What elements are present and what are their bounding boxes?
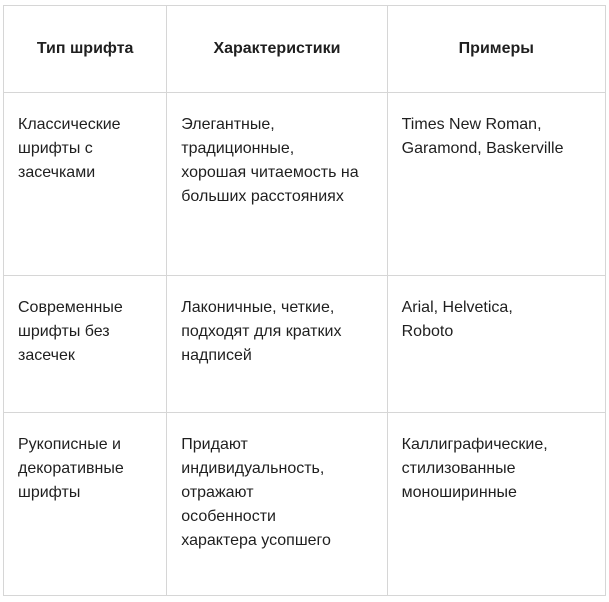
header-row bbox=[4, 6, 606, 93]
cell-font-type-text: Современные шрифты без засечек bbox=[18, 299, 123, 364]
cell-characteristics-text: Лаконичные, четкие, подходят для кратких надписей bbox=[181, 299, 342, 364]
header-characteristics: Характеристики bbox=[167, 6, 387, 93]
table-row bbox=[4, 276, 606, 413]
cell-font-type bbox=[4, 93, 167, 276]
header-font-type: Тип шрифта bbox=[4, 6, 167, 93]
cell-characteristics bbox=[167, 276, 387, 413]
cell-font-type bbox=[4, 276, 167, 413]
table-header bbox=[4, 6, 606, 93]
table-row bbox=[4, 93, 606, 276]
cell-characteristics bbox=[167, 413, 387, 596]
cell-font-type-text: Классические шрифты с засечками bbox=[18, 116, 121, 181]
font-types-table bbox=[3, 5, 606, 596]
table-row bbox=[4, 413, 606, 596]
header-examples: Примеры bbox=[387, 6, 605, 93]
cell-examples bbox=[387, 93, 605, 276]
cell-font-type-text: Рукописные и декоративные шрифты bbox=[18, 436, 124, 501]
cell-characteristics-text: Придают индивидуальность, отражают особенности характера усопшего bbox=[181, 436, 331, 549]
cell-characteristics bbox=[167, 93, 387, 276]
table-body bbox=[4, 93, 606, 596]
cell-examples bbox=[387, 276, 605, 413]
cell-characteristics-text: Элегантные, традиционные, хорошая читаемость на больших расстояниях bbox=[181, 116, 359, 205]
cell-examples-text: Каллиграфические, стилизованные моноширинные bbox=[401, 436, 548, 501]
cell-examples-text: Arial, Helvetica, Roboto bbox=[401, 299, 513, 340]
cell-examples-text: Times New Roman, Garamond, Baskerville bbox=[401, 116, 564, 157]
cell-examples bbox=[387, 413, 605, 596]
cell-font-type bbox=[4, 413, 167, 596]
